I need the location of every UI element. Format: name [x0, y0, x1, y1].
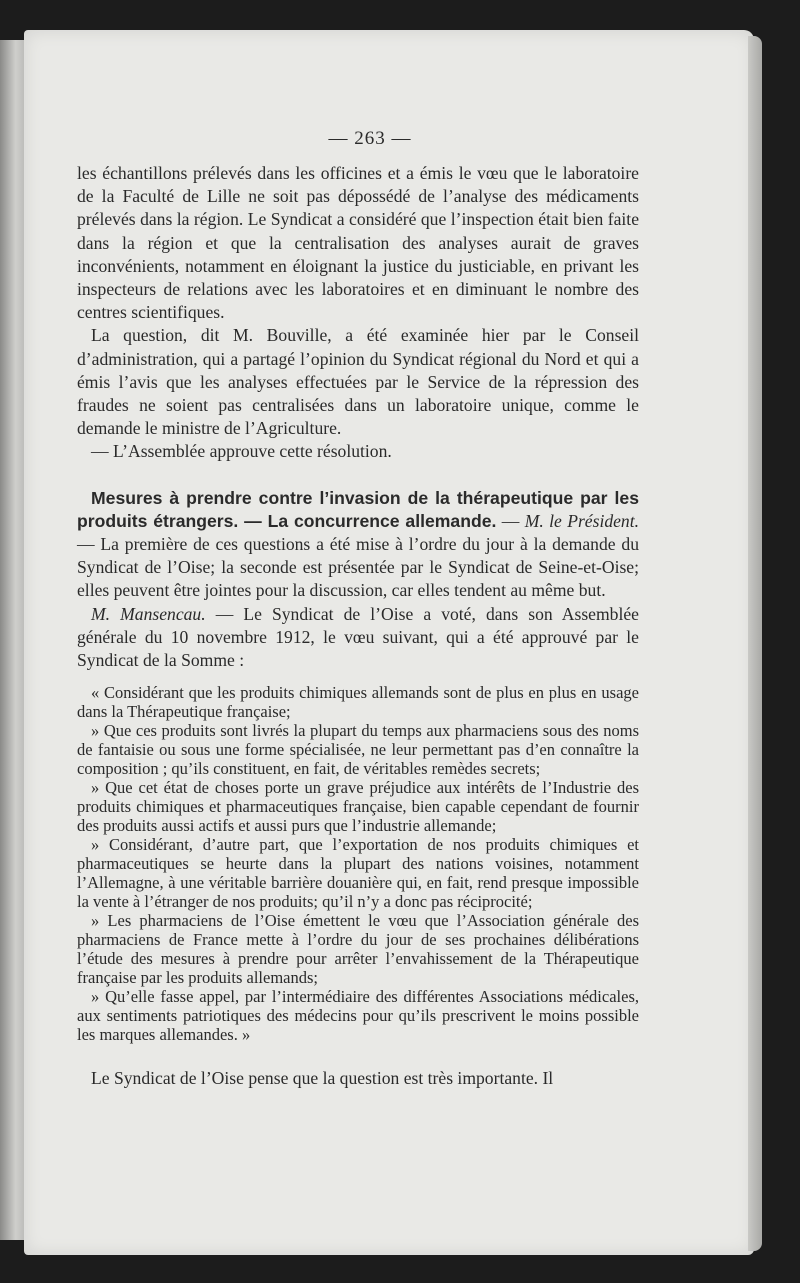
- paragraph-2: La question, dit M. Bouville, a été examinée hier par le Conseil d’administration, qui a partagé l’opinion du Syndicat régional du Nord et qui a émis l’avis que les analyses effectuées par le Service de la répression des fraudes ne soient pas centralisées dans un laboratoire unique, comme le demande le ministre de l’Agriculture.: [77, 325, 639, 439]
- quote-para-4: » Considérant, d’autre part, que l’exportation de nos produits chimiques et pharmaceutiques se heurte dans la plupart des nations voisines, notamment l’Allemagne, à une véritable barrière douanière qui, en fait, rend presque impossible la vente à l’étranger de nos produits; qu’il n’y a donc pas réciprocité;: [77, 835, 639, 912]
- speaker-mansencau: M. Mansencau.: [91, 603, 206, 624]
- page-content: [77, 162, 639, 1090]
- paragraph-6: Le Syndicat de l’Oise pense que la question est très importante. Il: [91, 1068, 554, 1089]
- speaker-paragraph: [77, 603, 639, 673]
- section-paragraph: Mesures à prendre contre l’invasion de la thérapeutique par les produits étrangers. — La concurrence allemande. — M. le Président. — La première de ces questions a été mise à l’ordre du jour à la demande du Syndicat de l’Oise; la seconde est présentée par le Syndicat de Seine-et-Oise; elles peuvent être jointes pour la discussion, car elles tendent au même but.: [77, 487, 640, 601]
- spacer: [77, 1044, 639, 1067]
- page-edge-strip: [748, 36, 762, 1251]
- spacer: [77, 464, 639, 487]
- paragraph-5: — Le Syndicat de l’Oise a voté, dans son Assemblée générale du 10 novembre 1912, le vœu suivant, qui a été approuvé par le Syndicat de la Somme :: [77, 603, 639, 671]
- quote-para-2: » Que ces produits sont livrés la plupart du temps aux pharmaciens sous des noms de fantaisie ou sous une forme spécialisée, ne leur permettant pas d’en connaître la composition ; qu’ils constituent, en fait, de véritables remèdes secrets;: [77, 721, 639, 779]
- quote-para-6: » Qu’elle fasse appel, par l’intermédiaire des différentes Associations médicales, aux sentiments patriotiques des médecins pour qu’ils prescrivent le moins possible les marques allemandes. »: [77, 987, 639, 1045]
- quoted-resolution: [77, 683, 639, 1044]
- quote-para-3: » Que cet état de choses porte un grave préjudice aux intérêts de l’Industrie des produits chimiques et pharmaceutiques française, bien capable cependant de fournir des produits aussi actifs et aussi purs que l’industrie allemande;: [77, 778, 639, 836]
- section-heading: Mesures à prendre contre l’invasion de la thérapeutique par les produits étrangers. — La concurrence allemande.: [77, 487, 639, 531]
- paragraph-1: les échantillons prélevés dans les officines et a émis le vœu que le laboratoire de la Faculté de Lille ne soit pas dépossédé de l’analyse des médicaments prélevés dans la région. Le Syndicat a considéré que l’inspection était bien faite dans la région et que la centralisation des analyses aurait de graves inconvénients, notamment en éloignant la justice du justiciable, en privant les inspecteurs de relations avec les laboratoires et en diminuant le nombre des centres scientifiques.: [77, 163, 639, 323]
- quote-para-1: « Considérant que les produits chimiques allemands sont de plus en plus en usage dans la Thérapeutique française;: [77, 683, 639, 722]
- quote-para-5: » Les pharmaciens de l’Oise émettent le vœu que l’Association générale des pharmaciens de France mette à l’ordre du jour de ses prochaines délibérations l’étude des mesures à prendre pour arrêter l’envahissement de la Thérapeutique française par les produits allemands;: [77, 911, 639, 988]
- speaker-president: M. le Président.: [524, 510, 640, 531]
- paragraph-4: — La première de ces questions a été mise à l’ordre du jour à la demande du Syndicat de l’Oise; la seconde est présentée par le Syndicat de Seine-et-Oise; elles peuvent être jointes pour la discussion, car elles tendent au même but.: [77, 534, 639, 601]
- page-number: — 263 —: [328, 128, 412, 149]
- paragraph-3: — L’Assemblée approuve cette résolution.: [91, 441, 392, 462]
- spacer: [77, 672, 639, 683]
- facing-page-edge: [0, 40, 26, 1240]
